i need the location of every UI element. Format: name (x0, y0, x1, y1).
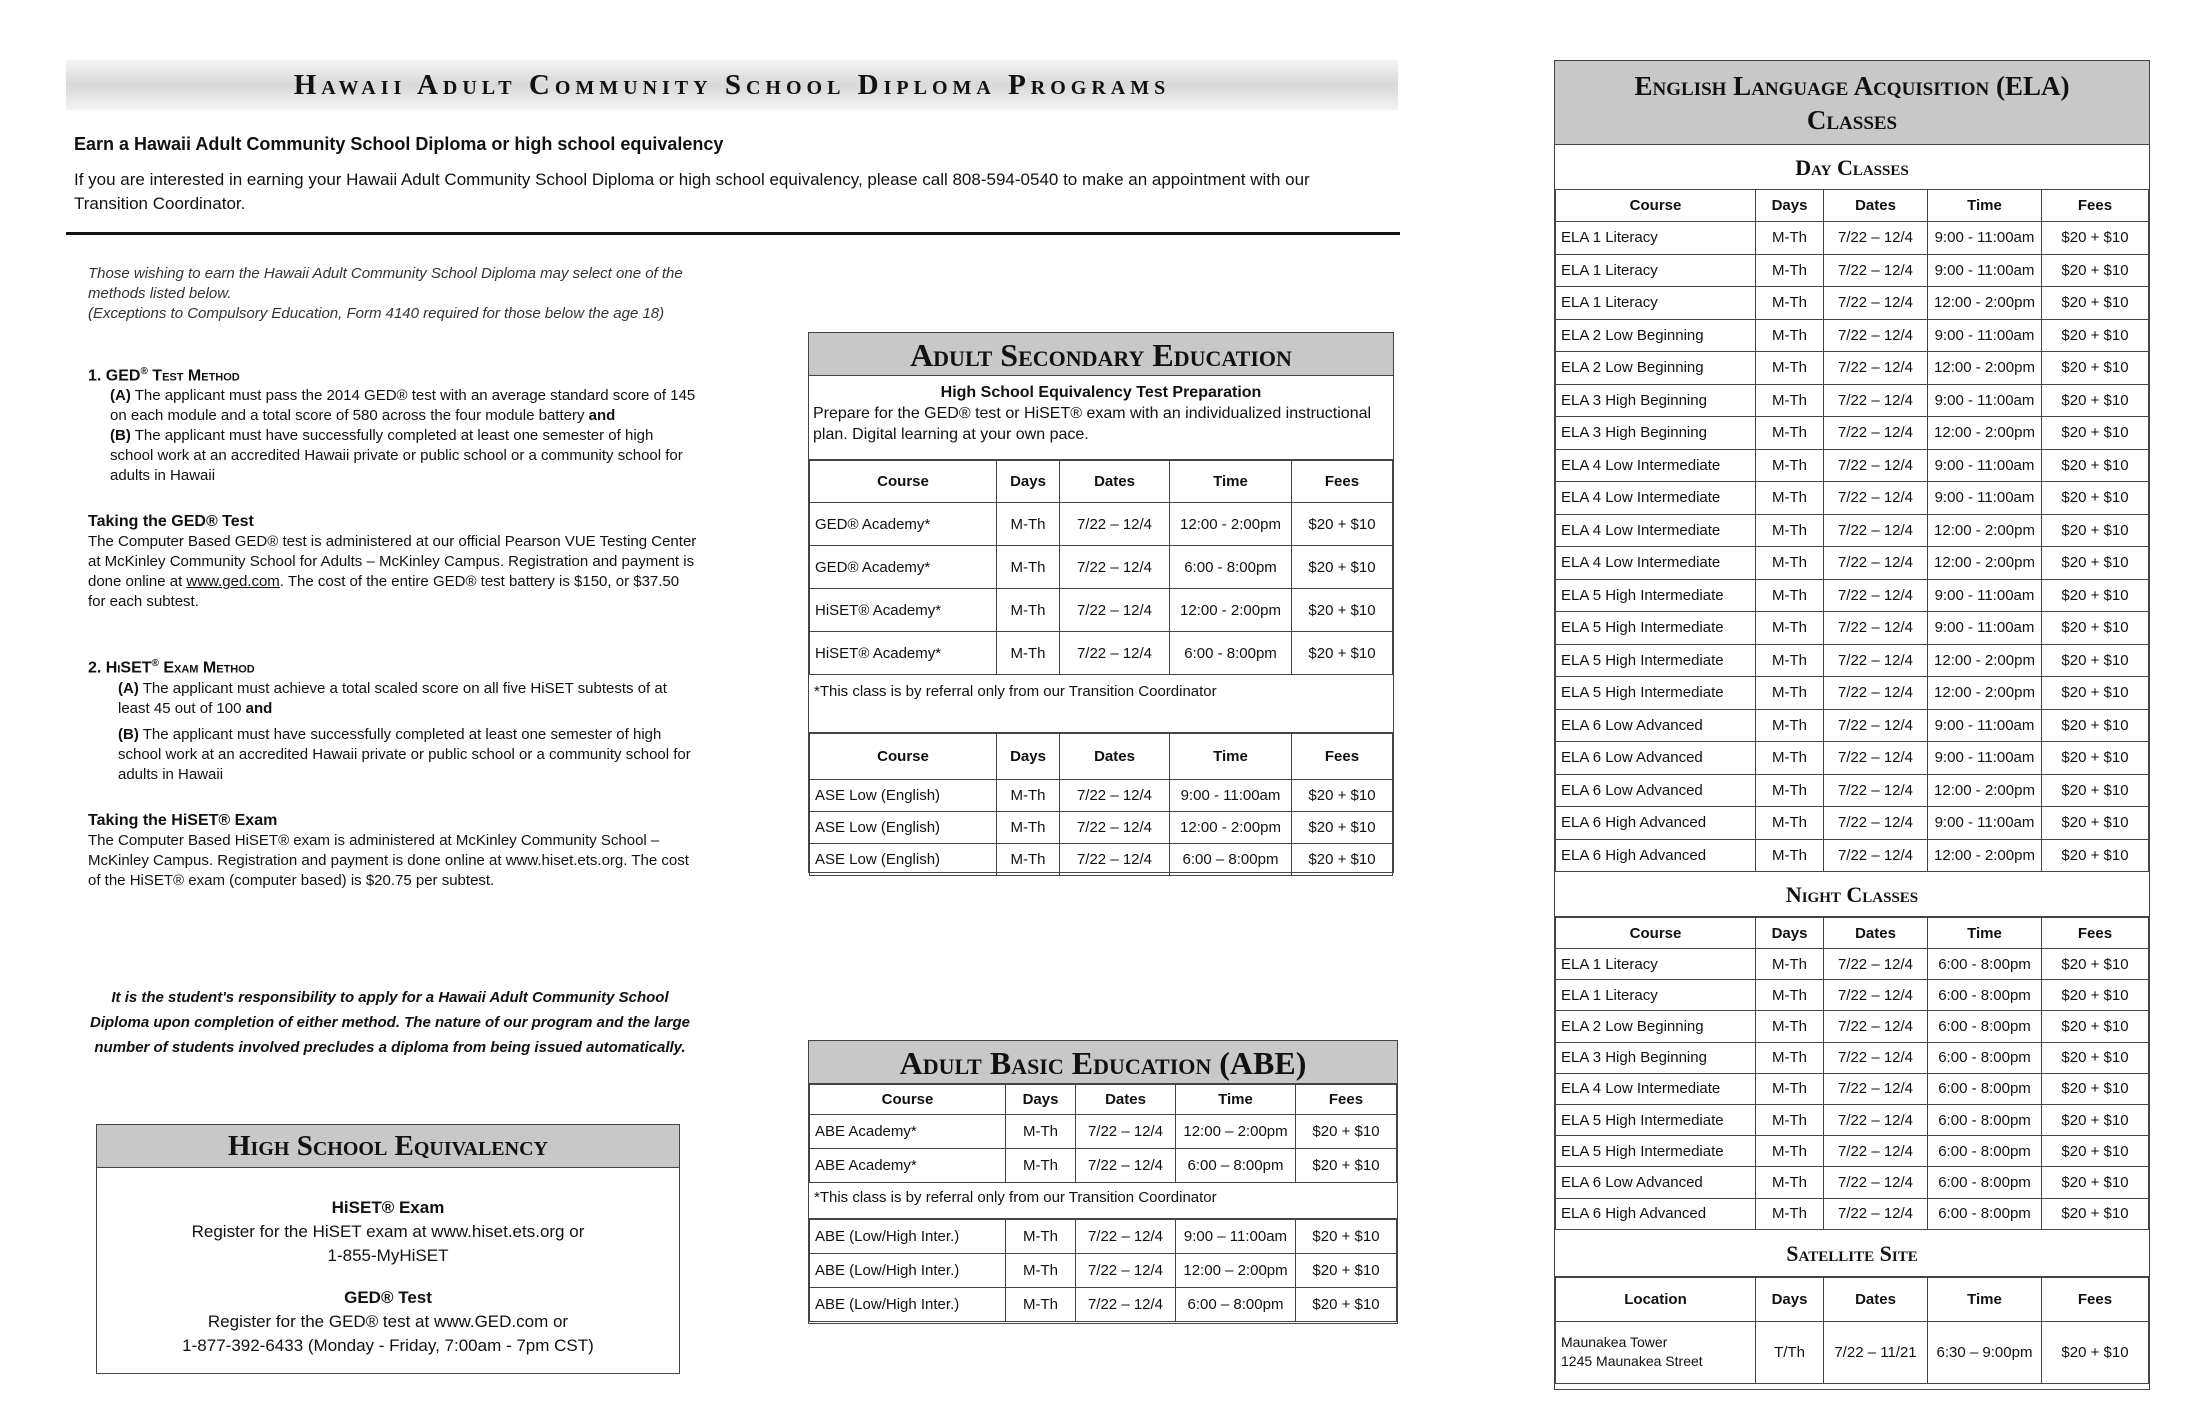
fees-cell: $20 + $10 (2042, 742, 2149, 775)
col-days: Days (997, 461, 1060, 503)
course-cell: ELA 6 Low Advanced (1556, 709, 1756, 742)
ela-satellite-table (1555, 1277, 2149, 1384)
time-cell: 12:00 - 2:00pm (1928, 644, 2042, 677)
dates-cell: 7/22 – 12/4 (1824, 1073, 1928, 1104)
intro-body: If you are interested in earning your Hawaii Adult Community School Diploma or high school equivalency, please call 808-594-0540 to make an appointment with our Transition Coordinator. (74, 170, 1310, 213)
table-row (1556, 319, 2149, 352)
time-cell: 6:00 - 8:00pm (1928, 1042, 2042, 1073)
dates-cell: 7/22 – 12/4 (1824, 774, 1928, 807)
course-cell: ELA 5 High Intermediate (1556, 677, 1756, 710)
dates-cell: 7/22 – 12/4 (1824, 222, 1928, 255)
dates-cell: 7/22 – 12/4 (1824, 1167, 1928, 1198)
ela-night-title: Night Classes (1555, 872, 2149, 917)
col-time: Time (1170, 461, 1292, 503)
hiset-phone: 1-855-MyHiSET (327, 1246, 449, 1265)
course-cell: ELA 1 Literacy (1556, 980, 1756, 1011)
course-cell: ELA 3 High Beginning (1556, 384, 1756, 417)
days-cell: M-Th (1756, 1104, 1824, 1135)
table-header-row (810, 461, 1393, 503)
course-cell: ELA 6 Low Advanced (1556, 774, 1756, 807)
time-cell: 6:00 - 8:00pm (1928, 1073, 2042, 1104)
ged-link[interactable]: www.ged.com (186, 573, 280, 591)
hse-box (96, 1124, 680, 1374)
days-cell: M-Th (1756, 449, 1824, 482)
taking-hiset-body: The Computer Based HiSET® exam is administered at McKinley Community School – McKinley Campus. Registration and payment is done online at www.hiset.ets.org. The cost of the HiSET® exam (computer based) is $20.75 per subtest. (88, 831, 689, 889)
hiset-method-heading: 2. HiSET® Exam Method (88, 658, 255, 677)
dates-cell: 7/22 – 12/4 (1824, 1104, 1928, 1135)
left-column (88, 264, 698, 891)
table-row (1556, 1073, 2149, 1104)
abe-table-1 (809, 1084, 1397, 1183)
dates-cell: 7/22 – 12/4 (1824, 644, 1928, 677)
fees-cell: $20 + $10 (2042, 579, 2149, 612)
dates-cell: 7/22 – 12/4 (1824, 482, 1928, 515)
taking-hiset-heading: Taking the HiSET® Exam (88, 811, 278, 829)
course-cell: ELA 4 Low Intermediate (1556, 547, 1756, 580)
fees-cell: $20 + $10 (2042, 709, 2149, 742)
dates-cell: 7/22 – 12/4 (1824, 547, 1928, 580)
days-cell: M-Th (1756, 579, 1824, 612)
ged-test-heading: GED® Test (344, 1288, 432, 1307)
table-row: ASE Low (English) M-Th 7/22 – 12/4 6:00 – 8:00pm $20 + $10 (810, 844, 1393, 876)
table-row (1556, 547, 2149, 580)
days-cell: M-Th (1756, 1011, 1824, 1042)
lead-text: Those wishing to earn the Hawaii Adult Community School Diploma may select one of the methods listed below. (88, 265, 683, 302)
table-row (1556, 742, 2149, 775)
table-row (1556, 1167, 2149, 1198)
course-cell: ELA 6 High Advanced (1556, 807, 1756, 840)
table-row (1556, 482, 2149, 515)
table-row (1556, 612, 2149, 645)
time-cell: 9:00 - 11:00am (1928, 384, 2042, 417)
dates-cell: 7/22 – 12/4 (1824, 287, 1928, 320)
table-row: ABE Academy* M-Th 7/22 – 12/4 12:00 – 2:00pm $20 + $10 (810, 1115, 1397, 1149)
table-row (1556, 1104, 2149, 1135)
hse-body (97, 1196, 679, 1358)
hiset-method-a: (A) The applicant must achieve a total scaled score on all five HiSET subtests of at least 45 out of 100 and (118, 679, 667, 717)
table-row (1556, 807, 2149, 840)
dates-cell: 7/22 – 12/4 (1824, 254, 1928, 287)
fees-cell: $20 + $10 (2042, 774, 2149, 807)
fees-cell: $20 + $10 (2042, 1198, 2149, 1229)
days-cell: M-Th (1756, 352, 1824, 385)
abe-table-2 (809, 1219, 1397, 1322)
fees-cell: $20 + $10 (2042, 1167, 2149, 1198)
days-cell: M-Th (1756, 254, 1824, 287)
table-row: GED® Academy* M-Th 7/22 – 12/4 12:00 - 2:00pm $20 + $10 (810, 503, 1393, 546)
dates-cell: 7/22 – 12/4 (1824, 352, 1928, 385)
table-row (1556, 1011, 2149, 1042)
table-row (1556, 1198, 2149, 1229)
course-cell: ELA 1 Literacy (1556, 254, 1756, 287)
ase-sub-heading: High School Equivalency Test Preparation (940, 384, 1262, 401)
ged-phone: 1-877-392-6433 (Monday - Friday, 7:00am - 7pm CST) (182, 1336, 594, 1355)
time-cell: 9:00 - 11:00am (1928, 742, 2042, 775)
dates-cell: 7/22 – 12/4 (1824, 807, 1928, 840)
taking-ged-heading: Taking the GED® Test (88, 513, 254, 531)
table-row (1556, 449, 2149, 482)
days-cell: M-Th (1756, 514, 1824, 547)
dates-cell: 7/22 – 12/4 (1824, 384, 1928, 417)
dates-cell: 7/22 – 12/4 (1824, 1011, 1928, 1042)
course-cell: ELA 1 Literacy (1556, 287, 1756, 320)
table-row (1556, 709, 2149, 742)
abe-title: Adult Basic Education (ABE) (809, 1041, 1397, 1084)
course-cell: ELA 6 Low Advanced (1556, 1167, 1756, 1198)
fees-cell: $20 + $10 (2042, 677, 2149, 710)
days-cell: M-Th (1756, 839, 1824, 872)
dates-cell: 7/22 – 12/4 (1824, 579, 1928, 612)
table-header-row: Course Days Dates Time Fees (1556, 190, 2149, 222)
fees-cell: $20 + $10 (2042, 319, 2149, 352)
fees-cell: $20 + $10 (2042, 287, 2149, 320)
table-row: HiSET® Academy* M-Th 7/22 – 12/4 6:00 - 8:00pm $20 + $10 (810, 632, 1393, 675)
time-cell: 12:00 - 2:00pm (1928, 417, 2042, 450)
table-row: Maunakea Tower 1245 Maunakea Street T/Th 7/22 – 11/21 6:30 – 9:00pm $20 + $10 (1556, 1321, 2149, 1383)
dates-cell: 7/22 – 12/4 (1824, 949, 1928, 980)
course-cell: ELA 5 High Intermediate (1556, 1104, 1756, 1135)
course-cell: ELA 5 High Intermediate (1556, 644, 1756, 677)
course-cell: ELA 1 Literacy (1556, 222, 1756, 255)
time-cell: 6:00 - 8:00pm (1928, 1011, 2042, 1042)
days-cell: M-Th (1756, 319, 1824, 352)
time-cell: 12:00 - 2:00pm (1928, 514, 2042, 547)
fees-cell: $20 + $10 (2042, 547, 2149, 580)
days-cell: M-Th (1756, 482, 1824, 515)
hiset-exam-heading: HiSET® Exam (331, 1198, 445, 1217)
table-header-row: Location Days Dates Time Fees (1556, 1277, 2149, 1321)
ela-day-table (1555, 189, 2149, 872)
course-cell: ELA 5 High Intermediate (1556, 1136, 1756, 1167)
table-header-row: Course Days Dates Time Fees (810, 734, 1393, 780)
abe-referral-note: *This class is by referral only from our Transition Coordinator (809, 1183, 1397, 1219)
time-cell: 6:00 - 8:00pm (1928, 1136, 2042, 1167)
responsibility-note: It is the student's responsibility to apply for a Hawaii Adult Community School Diploma upon completion of either method. The nature of our program and the large number of students involved precludes a diploma from being issued automatically. (89, 989, 691, 1056)
time-cell: 12:00 - 2:00pm (1928, 677, 2042, 710)
table-row: HiSET® Academy* M-Th 7/22 – 12/4 12:00 - 2:00pm $20 + $10 (810, 589, 1393, 632)
days-cell: M-Th (1756, 807, 1824, 840)
course-cell: ELA 3 High Beginning (1556, 1042, 1756, 1073)
fees-cell: $20 + $10 (2042, 384, 2149, 417)
ela-night-table (1555, 917, 2149, 1230)
days-cell: M-Th (1756, 1042, 1824, 1073)
days-cell: M-Th (1756, 742, 1824, 775)
table-header-row: Course Days Dates Time Fees (1556, 918, 2149, 949)
course-cell: ELA 4 Low Intermediate (1556, 514, 1756, 547)
col-course: Course (810, 461, 997, 503)
days-cell: M-Th (1756, 417, 1824, 450)
page-title: Hawaii Adult Community School Diploma Programs (293, 69, 1171, 101)
ase-referral-note: *This class is by referral only from our Transition Coordinator (809, 675, 1393, 733)
course-cell: ELA 4 Low Intermediate (1556, 449, 1756, 482)
dates-cell: 7/22 – 12/4 (1824, 1136, 1928, 1167)
fees-cell: $20 + $10 (2042, 1104, 2149, 1135)
fees-cell: $20 + $10 (2042, 482, 2149, 515)
time-cell: 6:00 - 8:00pm (1928, 980, 2042, 1011)
table-header-row: Course Days Dates Time Fees (810, 1085, 1397, 1115)
col-dates: Dates (1060, 461, 1170, 503)
ela-day-title: Day Classes (1795, 155, 1909, 180)
days-cell: M-Th (1756, 644, 1824, 677)
table-row (1556, 839, 2149, 872)
taking-hiset (88, 811, 698, 891)
table-row (1556, 980, 2149, 1011)
table-row (1556, 384, 2149, 417)
page-banner (66, 60, 1398, 110)
course-cell: ELA 2 Low Beginning (1556, 319, 1756, 352)
dates-cell: 7/22 – 12/4 (1824, 677, 1928, 710)
course-cell: ELA 3 High Beginning (1556, 417, 1756, 450)
time-cell: 9:00 - 11:00am (1928, 579, 2042, 612)
fees-cell: $20 + $10 (2042, 839, 2149, 872)
ase-table-1 (809, 460, 1393, 675)
ged-method-a: (A) The applicant must pass the 2014 GED® test with an average standard score of 145 on each module and a total score of 580 across the four module battery and (110, 387, 696, 425)
time-cell: 12:00 - 2:00pm (1928, 839, 2042, 872)
lead-exception: (Exceptions to Compulsory Education, Form 4140 required for those below the age 18) (88, 305, 665, 322)
table-row (1556, 579, 2149, 612)
hiset-method (88, 654, 698, 784)
time-cell: 9:00 - 11:00am (1928, 709, 2042, 742)
table-row (1556, 254, 2149, 287)
dates-cell: 7/22 – 12/4 (1824, 742, 1928, 775)
ged-method-heading: 1. GED® Test Method (88, 366, 240, 385)
days-cell: M-Th (1756, 384, 1824, 417)
fees-cell: $20 + $10 (2042, 1042, 2149, 1073)
table-row (1556, 1042, 2149, 1073)
time-cell: 9:00 - 11:00am (1928, 319, 2042, 352)
days-cell: M-Th (1756, 1073, 1824, 1104)
table-row: ABE (Low/High Inter.) M-Th 7/22 – 12/4 12:00 – 2:00pm $20 + $10 (810, 1254, 1397, 1288)
days-cell: M-Th (1756, 287, 1824, 320)
ela-satellite-title: Satellite Site (1555, 1230, 2149, 1277)
table-row (1556, 644, 2149, 677)
time-cell: 9:00 - 11:00am (1928, 807, 2042, 840)
table-row (1556, 1136, 2149, 1167)
taking-ged (88, 512, 698, 612)
fees-cell: $20 + $10 (2042, 644, 2149, 677)
intro-heading: Earn a Hawaii Adult Community School Diploma or high school equivalency (74, 134, 724, 154)
time-cell: 6:00 - 8:00pm (1928, 1167, 2042, 1198)
dates-cell: 7/22 – 12/4 (1824, 319, 1928, 352)
days-cell: M-Th (1756, 547, 1824, 580)
abe-box (808, 1040, 1398, 1324)
days-cell: M-Th (1756, 677, 1824, 710)
taking-ged-body: The Computer Based GED® test is administered at our official Pearson VUE Testing Center at McKinley Community School for Adults – McKinley Campus. Registration and payment is done online at www.ged.com. The cost of the entire GED® test battery is $150, or $37.50 for each subtest. (88, 533, 697, 611)
time-cell: 6:00 - 8:00pm (1928, 949, 2042, 980)
days-cell: M-Th (1756, 222, 1824, 255)
table-row (1556, 949, 2149, 980)
days-cell: M-Th (1756, 1198, 1824, 1229)
dates-cell: 7/22 – 12/4 (1824, 449, 1928, 482)
time-cell: 12:00 - 2:00pm (1928, 774, 2042, 807)
table-row: ABE Academy* M-Th 7/22 – 12/4 6:00 – 8:00pm $20 + $10 (810, 1149, 1397, 1183)
course-cell: ELA 5 High Intermediate (1556, 612, 1756, 645)
course-cell: ELA 2 Low Beginning (1556, 352, 1756, 385)
table-row: GED® Academy* M-Th 7/22 – 12/4 6:00 - 8:00pm $20 + $10 (810, 546, 1393, 589)
fees-cell: $20 + $10 (2042, 1011, 2149, 1042)
days-cell: M-Th (1756, 709, 1824, 742)
fees-cell: $20 + $10 (2042, 980, 2149, 1011)
dates-cell: 7/22 – 12/4 (1824, 1198, 1928, 1229)
course-cell: ELA 6 Low Advanced (1556, 742, 1756, 775)
course-cell: ELA 4 Low Intermediate (1556, 482, 1756, 515)
dates-cell: 7/22 – 12/4 (1824, 839, 1928, 872)
fees-cell: $20 + $10 (2042, 612, 2149, 645)
ase-sub-body: Prepare for the GED® test or HiSET® exam with an individualized instructional plan. Digital learning at your own pace. (813, 405, 1372, 443)
days-cell: M-Th (1756, 980, 1824, 1011)
ase-description (809, 376, 1393, 460)
time-cell: 9:00 - 11:00am (1928, 449, 2042, 482)
fees-cell: $20 + $10 (2042, 1136, 2149, 1167)
ela-box (1554, 60, 2150, 1390)
dates-cell: 7/22 – 12/4 (1824, 1042, 1928, 1073)
dates-cell: 7/22 – 12/4 (1824, 709, 1928, 742)
table-row (1556, 514, 2149, 547)
ase-box (808, 332, 1394, 873)
time-cell: 12:00 - 2:00pm (1928, 287, 2042, 320)
ged-register-text: Register for the GED® test at www.GED.com or (207, 1312, 569, 1331)
divider (66, 232, 1400, 235)
table-row (1556, 287, 2149, 320)
ase-table-2 (809, 733, 1393, 876)
table-row: ASE Low (English) M-Th 7/22 – 12/4 9:00 - 11:00am $20 + $10 (810, 780, 1393, 812)
time-cell: 9:00 - 11:00am (1928, 254, 2042, 287)
time-cell: 9:00 - 11:00am (1928, 482, 2042, 515)
table-row: ABE (Low/High Inter.) M-Th 7/22 – 12/4 9:00 – 11:00am $20 + $10 (810, 1220, 1397, 1254)
hiset-register-text: Register for the HiSET exam at www.hiset.ets.org or (191, 1222, 585, 1241)
course-cell: ELA 6 High Advanced (1556, 1198, 1756, 1229)
time-cell: 12:00 - 2:00pm (1928, 547, 2042, 580)
ela-title: English Language Acquisition (ELA) Classes (1555, 61, 2149, 145)
table-row (1556, 352, 2149, 385)
dates-cell: 7/22 – 12/4 (1824, 612, 1928, 645)
ged-method-b: (B) The applicant must have successfully completed at least one semester of high school work at an accredited Hawaii private or public school or a community school for adults in Hawaii (110, 427, 683, 485)
hiset-method-b: (B) The applicant must have successfully completed at least one semester of high school work at an accredited Hawaii private or public school or a community school for adults in Hawaii (118, 725, 691, 783)
course-cell: ELA 5 High Intermediate (1556, 579, 1756, 612)
fees-cell: $20 + $10 (2042, 514, 2149, 547)
dates-cell: 7/22 – 12/4 (1824, 980, 1928, 1011)
table-row (1556, 677, 2149, 710)
time-cell: 6:00 - 8:00pm (1928, 1198, 2042, 1229)
fees-cell: $20 + $10 (2042, 1073, 2149, 1104)
time-cell: 9:00 - 11:00am (1928, 222, 2042, 255)
course-cell: ELA 4 Low Intermediate (1556, 1073, 1756, 1104)
fees-cell: $20 + $10 (2042, 807, 2149, 840)
ase-title: Adult Secondary Education (809, 333, 1393, 376)
time-cell: 12:00 - 2:00pm (1928, 352, 2042, 385)
table-row (1556, 417, 2149, 450)
dates-cell: 7/22 – 12/4 (1824, 514, 1928, 547)
col-fees: Fees (1292, 461, 1393, 503)
table-row (1556, 774, 2149, 807)
days-cell: M-Th (1756, 949, 1824, 980)
table-row (1556, 222, 2149, 255)
time-cell: 6:00 - 8:00pm (1928, 1104, 2042, 1135)
table-row: ABE (Low/High Inter.) M-Th 7/22 – 12/4 6:00 – 8:00pm $20 + $10 (810, 1288, 1397, 1322)
time-cell: 9:00 - 11:00am (1928, 612, 2042, 645)
ged-method (88, 362, 698, 486)
dates-cell: 7/22 – 12/4 (1824, 417, 1928, 450)
satellite-location: Maunakea Tower 1245 Maunakea Street (1556, 1321, 1756, 1383)
days-cell: M-Th (1756, 774, 1824, 807)
fees-cell: $20 + $10 (2042, 449, 2149, 482)
course-cell: ELA 1 Literacy (1556, 949, 1756, 980)
table-row: ASE Low (English) M-Th 7/22 – 12/4 12:00 - 2:00pm $20 + $10 (810, 812, 1393, 844)
fees-cell: $20 + $10 (2042, 417, 2149, 450)
days-cell: M-Th (1756, 1136, 1824, 1167)
days-cell: M-Th (1756, 1167, 1824, 1198)
days-cell: M-Th (1756, 612, 1824, 645)
course-cell: ELA 2 Low Beginning (1556, 1011, 1756, 1042)
fees-cell: $20 + $10 (2042, 352, 2149, 385)
fees-cell: $20 + $10 (2042, 949, 2149, 980)
fees-cell: $20 + $10 (2042, 254, 2149, 287)
fees-cell: $20 + $10 (2042, 222, 2149, 255)
course-cell: ELA 6 High Advanced (1556, 839, 1756, 872)
hse-title: High School Equivalency (97, 1125, 679, 1168)
